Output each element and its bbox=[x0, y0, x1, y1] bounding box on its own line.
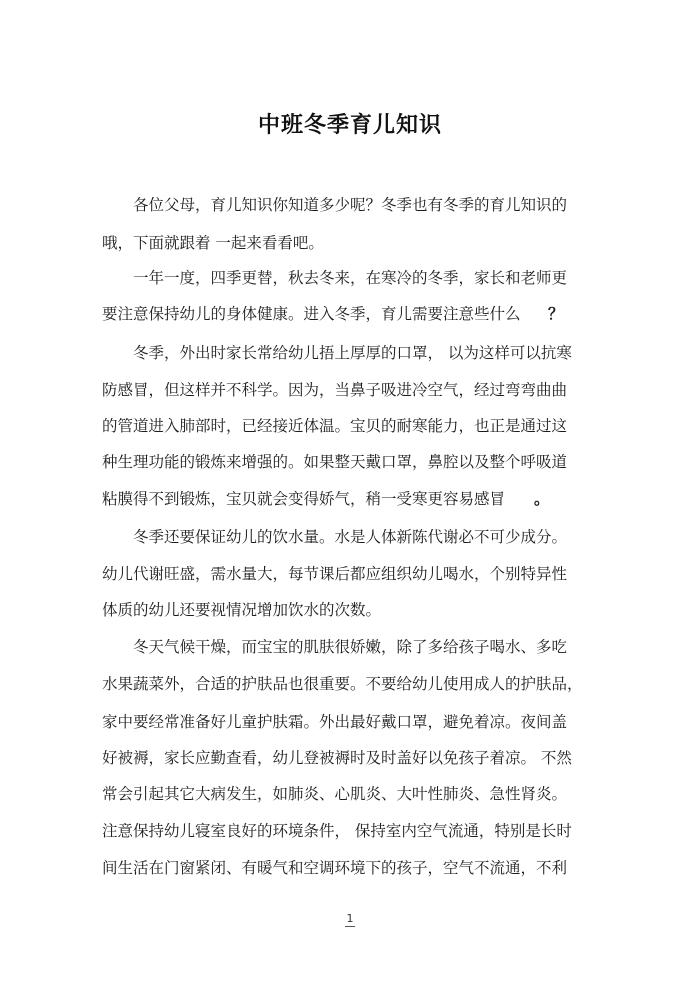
text-line: 水果蔬菜外，合适的护肤品也很重要。不要给幼儿使用成人的护肤品， bbox=[102, 675, 583, 693]
text-line: 要注意保持幼儿的身体健康。进入冬季，育儿需要注意些什么 bbox=[102, 305, 521, 323]
text-line: 防感冒，但这样并不科学。因为，当鼻子吸进冷空气，经过弯弯曲曲 bbox=[102, 381, 568, 399]
text-line: 常会引起其它大病发生，如肺炎、心肌炎、大叶性肺炎、急性肾炎。 bbox=[102, 785, 568, 803]
text-line: 冬季，外出时家长常给幼儿捂上厚厚的口罩， 以为这样可以抗寒 bbox=[133, 344, 572, 362]
text-line: 的管道进入肺部时，已经接近体温。宝贝的耐寒能力，也正是通过这 bbox=[102, 417, 568, 435]
text-line: 家中要经常准备好儿童护肤霜。外出最好戴口罩，避免着凉。夜间盖 bbox=[102, 713, 568, 731]
text-line: 一年一度，四季更替，秋去冬来，在寒冷的冬季，家长和老师更 bbox=[133, 269, 568, 287]
text-line: 间生活在门窗紧闭、有暖气和空调环境下的孩子，空气不流通，不利 bbox=[102, 859, 568, 877]
text-line: 冬天气候干燥，而宝宝的肌肤很娇嫩，除了多给孩子喝水、多吃 bbox=[133, 638, 568, 656]
document-title: 中班冬季育儿知识 bbox=[257, 113, 442, 138]
text-line: 各位父母，育儿知识你知道多少呢？冬季也有冬季的育儿知识的 bbox=[133, 196, 568, 214]
text-line: 幼儿代谢旺盛，需水量大，每节课后都应组织幼儿喝水，个别特异性 bbox=[102, 565, 568, 583]
text-line: 哦，下面就跟着 一起来看看吧。 bbox=[102, 234, 324, 252]
question-mark: ？ bbox=[548, 305, 564, 323]
text-line: 好被褥，家长应勤查看，幼儿登被褥时及时盖好以免孩子着凉。 不然 bbox=[102, 749, 572, 767]
text-line: 体质的幼儿还要视情况增加饮水的次数。 bbox=[102, 601, 382, 619]
text-line: 粘膜得不到锻炼，宝贝就会变得娇气，稍一受寒更容易感冒 bbox=[102, 490, 506, 508]
text-line: 冬季还要保证幼儿的饮水量。水是人体新陈代谢必不可少成分。 bbox=[133, 528, 568, 546]
page-number: 1 bbox=[346, 912, 354, 925]
text-line: 注意保持幼儿寝室良好的环境条件， 保持室内空气流通，特别是长时 bbox=[102, 822, 572, 840]
period-mark: 。 bbox=[534, 490, 550, 508]
text-line: 种生理功能的锻炼来增强的。如果整天戴口罩，鼻腔以及整个呼吸道 bbox=[102, 453, 568, 471]
